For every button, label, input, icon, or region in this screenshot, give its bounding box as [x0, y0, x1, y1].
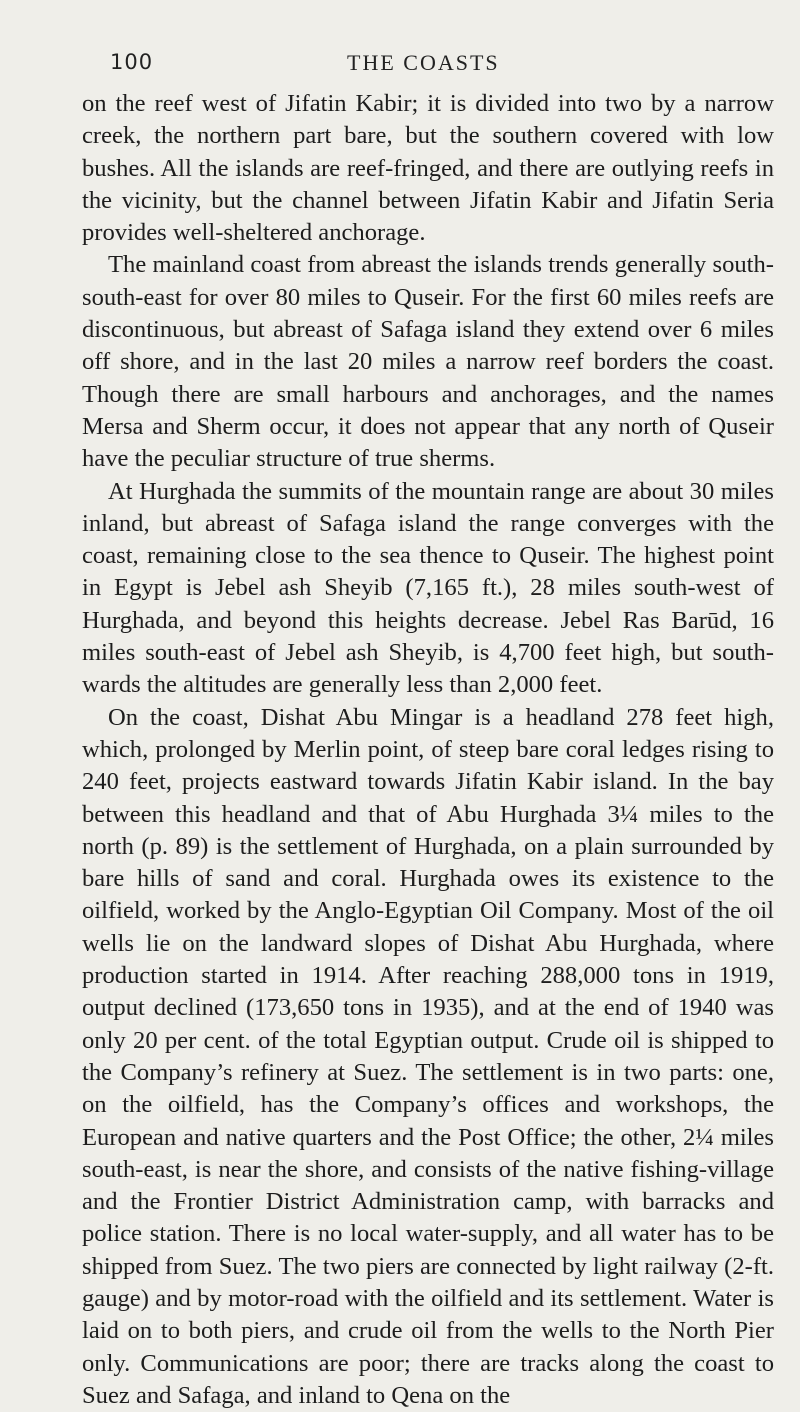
paragraph-1: on the reef west of Jifatin Kabir; it is divided into two by a narrow creek, the northern part bare, but the southern covered with low bushes. All the islands are reef-fringed, and there are outlying reefs in the vicinity, but the channel between Jifatin Kabir and Jifatin Seria provides well-sheltered anchorage. [82, 90, 774, 247]
running-title: THE COASTS [347, 50, 500, 75]
paragraph-2: The mainland coast from abreast the islands trends generally south-south-east for over 80 miles to Quseir. For the first 60 miles reefs are discontinuous, but abreast of Safaga island they extend over 6 miles off shore, and in the last 20 miles a narrow reef borders the coast. Though there are small harbours and anchorages, and the names Mersa and Sherm occur, it does not appear that any north of Quseir have the peculiar structure of true sherms. [82, 251, 774, 473]
page-header [110, 50, 770, 78]
page-number: 100 [110, 50, 154, 74]
paragraph-3: At Hurghada the summits of the mountain range are about 30 miles inland, but abreast of Safaga island the range converges with the coast, remaining close to the sea thence to Quseir. The highest point in Egypt is Jebel ash Sheyib (7,165 ft.), 28 miles south-west of Hurghada, and beyond this heights decrease. Jebel Ras Barūd, 16 miles south-east of Jebel ash Sheyib, is 4,700 feet high, but south-wards the altitudes are generally less than 2,000 feet. [82, 477, 774, 699]
body-text [82, 88, 774, 1412]
paragraph-4: On the coast, Dishat Abu Mingar is a headland 278 feet high, which, prolonged by Merlin point, of steep bare coral ledges rising to 240 feet, projects eastward towards Jifatin Kabir island. In the bay between this headland and that of Abu Hurghada 3¼ miles to the north (p. 89) is the settlement of Hurghada, on a plain surrounded by bare hills of sand and coral. Hurghada owes its existence to the oilfield, worked by the Anglo-Egyptian Oil Company. Most of the oil wells lie on the landward slopes of Dishat Abu Hurghada, where production started in 1914. After reaching 288,000 tons in 1919, output declined (173,650 tons in 1935), and at the end of 1940 was only 20 per cent. of the total Egyptian output. Crude oil is shipped to the Company’s refinery at Suez. The settlement is in two parts: one, on the oilfield, has the Company’s offices and workshops, the European and native quarters and the Post Office; the other, 2¼ miles south-east, is near the shore, and consists of the native fishing-village and the Frontier District Administration camp, with barracks and police station. There is no local water-supply, and all water has to be shipped from Suez. The two piers are connected by light railway (2-ft. gauge) and by motor-road with the oilfield and its settlement. Water is laid on to both piers, and crude oil from the wells to the North Pier only. Communications are poor; there are tracks along the coast to Suez and Safaga, and inland to Qena on the [82, 703, 774, 1409]
